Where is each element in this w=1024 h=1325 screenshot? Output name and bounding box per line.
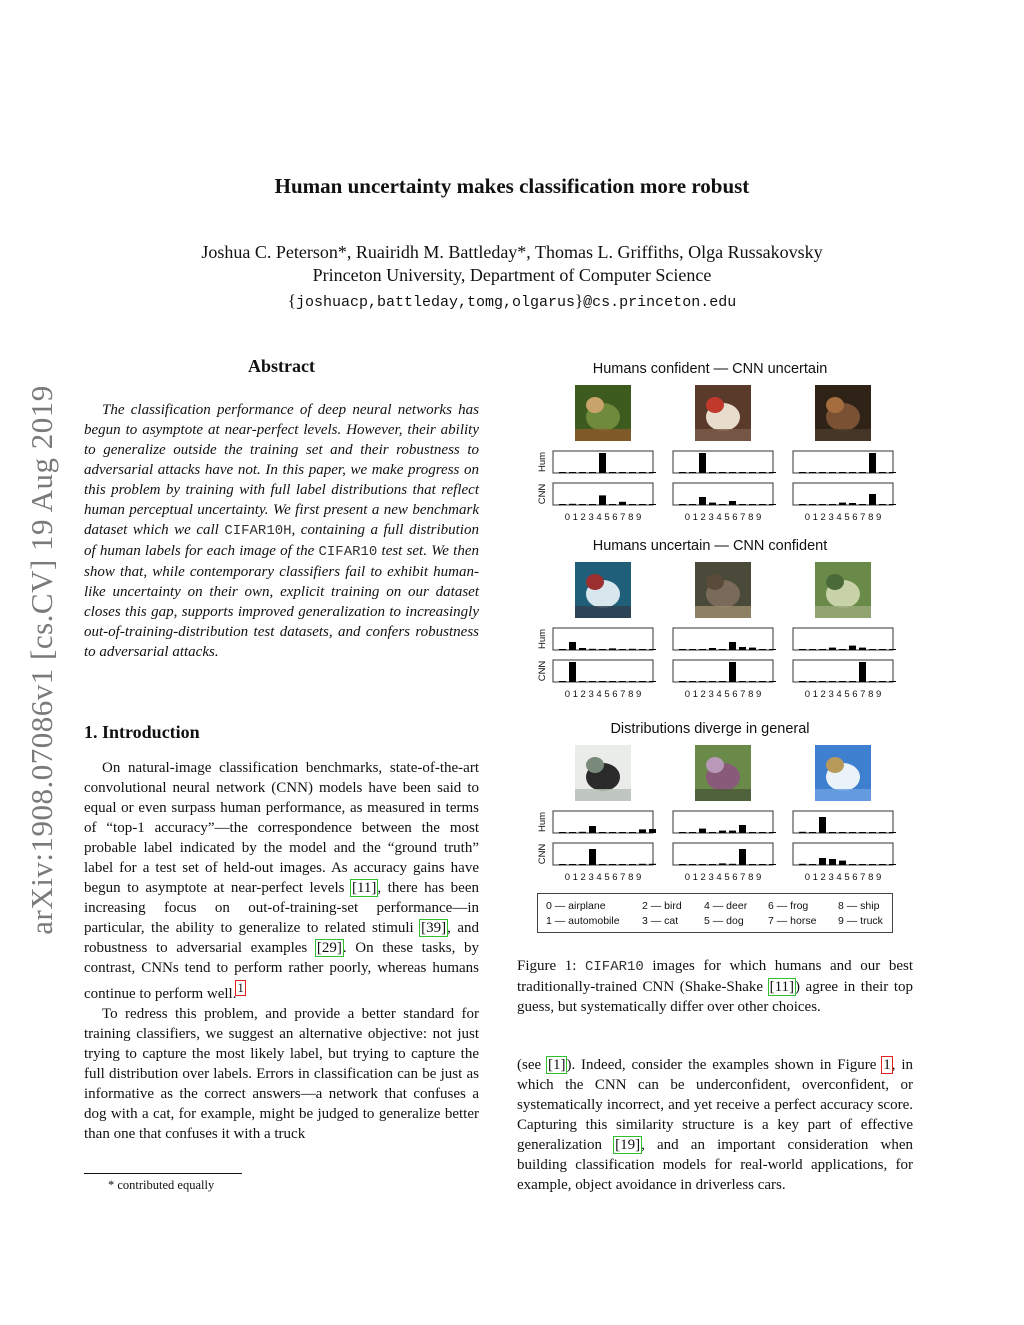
hum-bar-class-0 [679,472,686,473]
tick-labels: 0 1 2 3 4 5 6 7 8 9 [564,872,642,883]
cnn-bar-class-1 [689,681,696,682]
cnn-bar-class-9 [769,864,776,865]
legend-item: 5 — dog [704,915,744,927]
hum-bar-class-5 [729,472,736,473]
hum-bar-class-8 [639,649,646,650]
hum-bar-class-7 [749,648,756,650]
image-subject-detail [586,397,604,413]
cnn-bar-class-2 [819,504,826,505]
cnn-bar-class-6 [859,662,866,682]
cnn-bar-class-8 [759,864,766,865]
hum-histogram-frame [553,811,653,833]
hum-bar-class-4 [839,832,846,833]
hum-bar-class-3 [589,826,596,833]
cnn-bar-class-2 [819,858,826,865]
hum-bar-class-6 [859,472,866,473]
hum-bar-class-2 [699,649,706,650]
cnn-histogram-frame [553,843,653,865]
hum-histogram-frame [793,451,893,473]
image-subject-detail [706,574,724,590]
hum-bar-class-8 [759,832,766,833]
hum-bar-class-3 [829,472,836,473]
hum-bar-class-1 [569,472,576,473]
legend-item: 9 — truck [838,915,883,927]
cnn-bar-class-6 [859,864,866,865]
hum-bar-class-2 [579,648,586,650]
hum-bar-class-2 [819,649,826,650]
image-subject-detail [706,757,724,773]
hum-bar-class-2 [579,472,586,473]
hum-bar-class-9 [889,472,896,473]
hum-bar-class-8 [639,472,646,473]
cnn-bar-class-6 [739,849,746,865]
hum-bar-class-1 [689,649,696,650]
cnn-bar-class-2 [579,864,586,865]
cnn-bar-class-1 [809,864,816,865]
cnn-bar-class-4 [599,495,606,505]
cnn-bar-class-8 [639,504,646,505]
cnn-bar-class-3 [829,504,836,505]
hum-bar-class-4 [839,649,846,650]
introduction-text [84,758,479,1144]
row-label-hum: Hum [537,628,548,650]
hum-bar-class-4 [719,831,726,833]
hum-histogram-frame [793,628,893,650]
author-emails: {joshuacp,battleday,tomg,olgarus}@cs.princeton.edu [287,291,737,311]
hum-bar-class-0 [559,472,566,473]
cnn-bar-class-2 [699,681,706,682]
cnn-bar-class-1 [809,681,816,682]
cnn-bar-class-5 [849,503,856,505]
cnn-bar-class-1 [569,864,576,865]
cnn-bar-class-3 [589,849,596,865]
cnn-bar-class-0 [679,681,686,682]
hum-bar-class-5 [849,472,856,473]
hum-bar-class-7 [749,832,756,833]
cnn-bar-class-4 [719,504,726,505]
image-ground [695,606,751,618]
image-subject-detail [586,574,604,590]
hum-bar-class-0 [559,649,566,650]
cnn-histogram-frame [673,660,773,682]
image-subject-detail [826,397,844,413]
hum-bar-class-2 [819,817,826,833]
hum-bar-class-5 [729,831,736,833]
cnn-histogram-frame [673,843,773,865]
cnn-bar-class-8 [639,864,646,865]
hum-bar-class-3 [829,648,836,650]
legend-item: 0 — airplane [546,900,606,912]
hum-bar-class-5 [849,646,856,650]
hum-bar-class-6 [619,832,626,833]
cnn-bar-class-5 [849,681,856,682]
cnn-bar-class-3 [709,681,716,682]
image-subject-detail [586,757,604,773]
hum-bar-class-4 [599,832,606,833]
cnn-bar-class-6 [859,504,866,505]
hum-bar-class-2 [819,472,826,473]
cnn-bar-class-0 [559,504,566,505]
cnn-bar-class-3 [589,504,596,505]
cnn-bar-class-6 [739,504,746,505]
cnn-bar-class-5 [849,864,856,865]
hum-bar-class-9 [889,649,896,650]
cnn-bar-class-1 [809,504,816,505]
tick-labels: 0 1 2 3 4 5 6 7 8 9 [804,689,882,700]
hum-histogram-frame [673,451,773,473]
hum-bar-class-0 [679,649,686,650]
hum-bar-class-7 [629,472,636,473]
image-ground [575,606,631,618]
hum-bar-class-1 [809,649,816,650]
cnn-bar-class-3 [709,864,716,865]
hum-bar-class-6 [739,825,746,833]
cnn-bar-class-5 [609,504,616,505]
cnn-bar-class-1 [569,662,576,682]
hum-bar-class-3 [709,832,716,833]
cnn-bar-class-7 [749,864,756,865]
cnn-bar-class-5 [729,864,736,865]
hum-bar-class-0 [799,832,806,833]
hum-bar-class-9 [889,832,896,833]
cnn-bar-class-7 [869,864,876,865]
hum-bar-class-1 [689,832,696,833]
footnote: * contributed equally [108,1178,215,1192]
cnn-bar-class-3 [829,681,836,682]
tick-labels: 0 1 2 3 4 5 6 7 8 9 [684,872,762,883]
hum-bar-class-1 [809,472,816,473]
cnn-bar-class-9 [649,864,656,865]
legend-item: 7 — horse [768,915,817,927]
figure-section-title: Distributions diverge in general [610,721,810,737]
hum-bar-class-0 [799,472,806,473]
legend-item: 3 — cat [642,915,679,927]
cnn-bar-class-2 [579,504,586,505]
cnn-bar-class-3 [829,859,836,865]
hum-bar-class-4 [599,649,606,650]
cnn-bar-class-7 [749,681,756,682]
row-label-hum: Hum [537,451,548,473]
hum-bar-class-0 [799,649,806,650]
figure-link[interactable]: 1 [883,1057,891,1073]
tick-labels: 0 1 2 3 4 5 6 7 8 9 [564,689,642,700]
cnn-bar-class-7 [629,864,636,865]
cnn-bar-class-4 [839,503,846,505]
cnn-bar-class-6 [619,864,626,865]
intro-paragraph-2: To redress this problem, and provide a better standard for training classifiers, we suggest an alternative objective: not just trying to capture the most likely label, but trying to capture the full distribution over labels. Errors in classification can be just as informative as the correct answers—a network that confuses a dog with a cat, for example, might be judged to generalize better than one that confuses it with a truck [84,1006,479,1142]
hum-bar-class-6 [859,648,866,650]
hum-bar-class-9 [649,829,656,833]
cnn-bar-class-0 [679,504,686,505]
cnn-bar-class-1 [569,504,576,505]
hum-bar-class-2 [699,453,706,473]
image-ground [695,429,751,441]
cnn-bar-class-4 [839,681,846,682]
cnn-bar-class-7 [869,681,876,682]
hum-bar-class-6 [739,647,746,650]
cnn-bar-class-5 [609,681,616,682]
hum-bar-class-5 [609,832,616,833]
hum-bar-class-7 [629,832,636,833]
cnn-bar-class-9 [769,681,776,682]
hum-bar-class-9 [769,649,776,650]
cnn-bar-class-7 [629,504,636,505]
cnn-bar-class-2 [699,864,706,865]
image-subject-detail [706,397,724,413]
right-column-text: (see [1]). Indeed, consider the examples shown in Figure 1, in which the CNN can be underconfident, overconfident, or systematically incorrect, and yet receive a perfect accuracy score. Capturing this similarity structure is a key part of effective generalization [19], and an important consideration when building classification models for real-world applications, for example, object avoidance in driverless cars. [517,1057,914,1193]
image-subject-detail [826,574,844,590]
cnn-bar-class-7 [869,494,876,505]
hum-bar-class-1 [689,472,696,473]
image-ground [815,606,871,618]
cnn-bar-class-2 [819,681,826,682]
cnn-bar-class-9 [889,864,896,865]
hum-bar-class-5 [729,642,736,650]
cnn-bar-class-4 [599,864,606,865]
hum-bar-class-3 [709,472,716,473]
cnn-bar-class-6 [739,681,746,682]
cnn-bar-class-2 [579,681,586,682]
figure-caption: Figure 1: CIFAR10 images for which humans and our best traditionally-trained CNN (Shake-Shake [11]) agree in their top guess, but systematically differ over other choices. [517,958,913,1015]
legend-item: 8 — ship [838,900,880,912]
cnn-bar-class-3 [589,681,596,682]
footnote-link[interactable]: 1 [237,981,244,995]
cnn-bar-class-1 [689,864,696,865]
hum-bar-class-2 [699,829,706,833]
image-ground [815,429,871,441]
image-ground [815,789,871,801]
cnn-bar-class-8 [879,504,886,505]
row-label-cnn: CNN [537,483,548,505]
cnn-bar-class-8 [879,681,886,682]
cnn-bar-class-4 [719,681,726,682]
tick-labels: 0 1 2 3 4 5 6 7 8 9 [564,512,642,523]
row-label-hum: Hum [537,811,548,833]
cnn-bar-class-9 [769,504,776,505]
cnn-bar-class-3 [709,503,716,505]
paper-title: Human uncertainty makes classification more robust [274,174,750,198]
hum-bar-class-8 [879,832,886,833]
cnn-bar-class-0 [799,864,806,865]
hum-bar-class-9 [649,472,656,473]
cnn-bar-class-5 [729,501,736,505]
cnn-bar-class-6 [619,681,626,682]
figure-section-title: Humans confident — CNN uncertain [592,361,828,377]
hum-bar-class-5 [609,648,616,650]
row-label-cnn: CNN [537,660,548,682]
tick-labels: 0 1 2 3 4 5 6 7 8 9 [804,872,882,883]
citation-link[interactable]: [11] [351,880,377,896]
cnn-bar-class-0 [799,681,806,682]
hum-bar-class-1 [569,642,576,650]
cnn-histogram-frame [553,660,653,682]
cnn-bar-class-0 [559,864,566,865]
hum-bar-class-8 [879,472,886,473]
hum-bar-class-4 [719,472,726,473]
hum-bar-class-3 [829,832,836,833]
cnn-bar-class-9 [649,681,656,682]
image-subject-detail [826,757,844,773]
image-ground [575,429,631,441]
hum-bar-class-9 [769,832,776,833]
image-ground [695,789,751,801]
cnn-histogram-frame [793,660,893,682]
cnn-bar-class-9 [889,681,896,682]
hum-bar-class-0 [679,832,686,833]
hum-bar-class-9 [649,649,656,650]
legend-item: 4 — deer [704,900,748,912]
cnn-bar-class-4 [839,861,846,865]
hum-bar-class-4 [839,472,846,473]
cnn-bar-class-5 [609,864,616,865]
hum-bar-class-8 [879,649,886,650]
hum-bar-class-5 [609,472,616,473]
hum-histogram-frame [673,628,773,650]
cnn-histogram-frame [673,483,773,505]
hum-bar-class-6 [619,472,626,473]
hum-histogram-frame [673,811,773,833]
hum-bar-class-5 [849,832,856,833]
tick-labels: 0 1 2 3 4 5 6 7 8 9 [684,689,762,700]
cnn-bar-class-8 [759,504,766,505]
hum-histogram-frame [553,628,653,650]
cnn-bar-class-8 [879,864,886,865]
hum-bar-class-7 [869,453,876,473]
arxiv-stamp: arXiv:1908.07086v1 [cs.CV] 19 Aug 2019 [24,385,59,935]
hum-bar-class-3 [589,649,596,650]
citation-link[interactable]: [11] [769,979,795,995]
cnn-bar-class-1 [689,504,696,505]
section-heading-introduction: 1. Introduction [84,722,200,742]
citation-link[interactable]: [29] [316,940,342,956]
hum-bar-class-3 [589,472,596,473]
row-label-cnn: CNN [537,843,548,865]
hum-bar-class-8 [759,649,766,650]
footnote-rule [84,1173,242,1174]
hum-bar-class-3 [709,648,716,650]
hum-bar-class-4 [599,453,606,473]
cnn-bar-class-2 [699,497,706,505]
hum-bar-class-8 [759,472,766,473]
citation-link[interactable]: [1] [547,1057,566,1073]
cnn-bar-class-7 [629,681,636,682]
legend-item: 2 — bird [642,900,682,912]
hum-bar-class-0 [559,832,566,833]
cnn-bar-class-0 [679,864,686,865]
hum-histogram-frame [793,811,893,833]
cnn-histogram-frame [793,483,893,505]
hum-bar-class-7 [869,832,876,833]
tick-labels: 0 1 2 3 4 5 6 7 8 9 [684,512,762,523]
abstract-text: The classification performance of deep neural networks has begun to asymptote at near-perfect levels. However, their ability to generalize outside the training set and their robustness to adversarial attacks have not. In this paper, we make progress on this problem by training with full label distributions that reflect human perceptual uncertainty. We first present a new benchmark dataset which we call CIFAR10H, containing a full distribution of human labels for each image of the CIFAR10 test set. We then show that, while contemporary classifiers fail to exhibit human-like uncertainty on their own, explicit training on our dataset closes this gap, supports improved generalization to increasingly out-of-training-distribution test datasets, and confers robustness to adversarial attacks. [84,402,479,660]
hum-bar-class-7 [749,472,756,473]
cnn-bar-class-9 [889,504,896,505]
affiliation: Princeton University, Department of Computer Science [312,265,712,285]
cnn-bar-class-7 [749,504,756,505]
hum-bar-class-1 [809,832,816,833]
legend-item: 1 — automobile [546,915,620,927]
citation-link[interactable]: [19] [615,1137,641,1153]
hum-bar-class-4 [719,649,726,650]
citation-link[interactable]: [39] [421,920,447,936]
cnn-bar-class-4 [599,681,606,682]
figure-section-title: Humans uncertain — CNN confident [592,538,828,554]
tick-labels: 0 1 2 3 4 5 6 7 8 9 [804,512,882,523]
abstract-heading: Abstract [248,356,315,376]
class-legend [537,893,893,933]
intro-paragraph-1: On natural-image classification benchmarks, state-of-the-art convolutional neural network (CNN) models have been said to equal or even surpass human performance, as measured in terms of “top-1 accuracy”—the correspondence between the most probable label indicated by the model and the “ground truth” label for a test set of held-out images. As accuracy gains have begun to asymptote at near-perfect levels [11], there has been increasing focus on out-of-training-set performance—in particular, the ability to generalize to related stimuli [39], and robustness to adversarial examples [29]. On these tasks, by contrast, CNNs tend to perform rather poorly, whereas humans continue to perform well.$^1$ [84,760,479,1002]
figure-1 [520,352,900,892]
author-list: Joshua C. Peterson*, Ruairidh M. Battleday*, Thomas L. Griffiths, Olga Russakovsky [201,242,823,262]
image-ground [575,789,631,801]
cnn-bar-class-6 [619,502,626,505]
hum-bar-class-6 [739,472,746,473]
hum-bar-class-2 [579,832,586,833]
cnn-bar-class-0 [559,681,566,682]
cnn-bar-class-5 [729,662,736,682]
hum-bar-class-7 [629,649,636,650]
legend-item: 6 — frog [768,900,809,912]
hum-bar-class-8 [639,829,646,833]
hum-bar-class-1 [569,832,576,833]
cnn-bar-class-4 [719,863,726,865]
hum-bar-class-7 [869,649,876,650]
hum-bar-class-6 [619,649,626,650]
cnn-bar-class-9 [649,504,656,505]
hum-bar-class-9 [769,472,776,473]
cnn-bar-class-8 [759,681,766,682]
hum-bar-class-6 [859,832,866,833]
cnn-bar-class-8 [639,681,646,682]
cnn-bar-class-0 [799,504,806,505]
